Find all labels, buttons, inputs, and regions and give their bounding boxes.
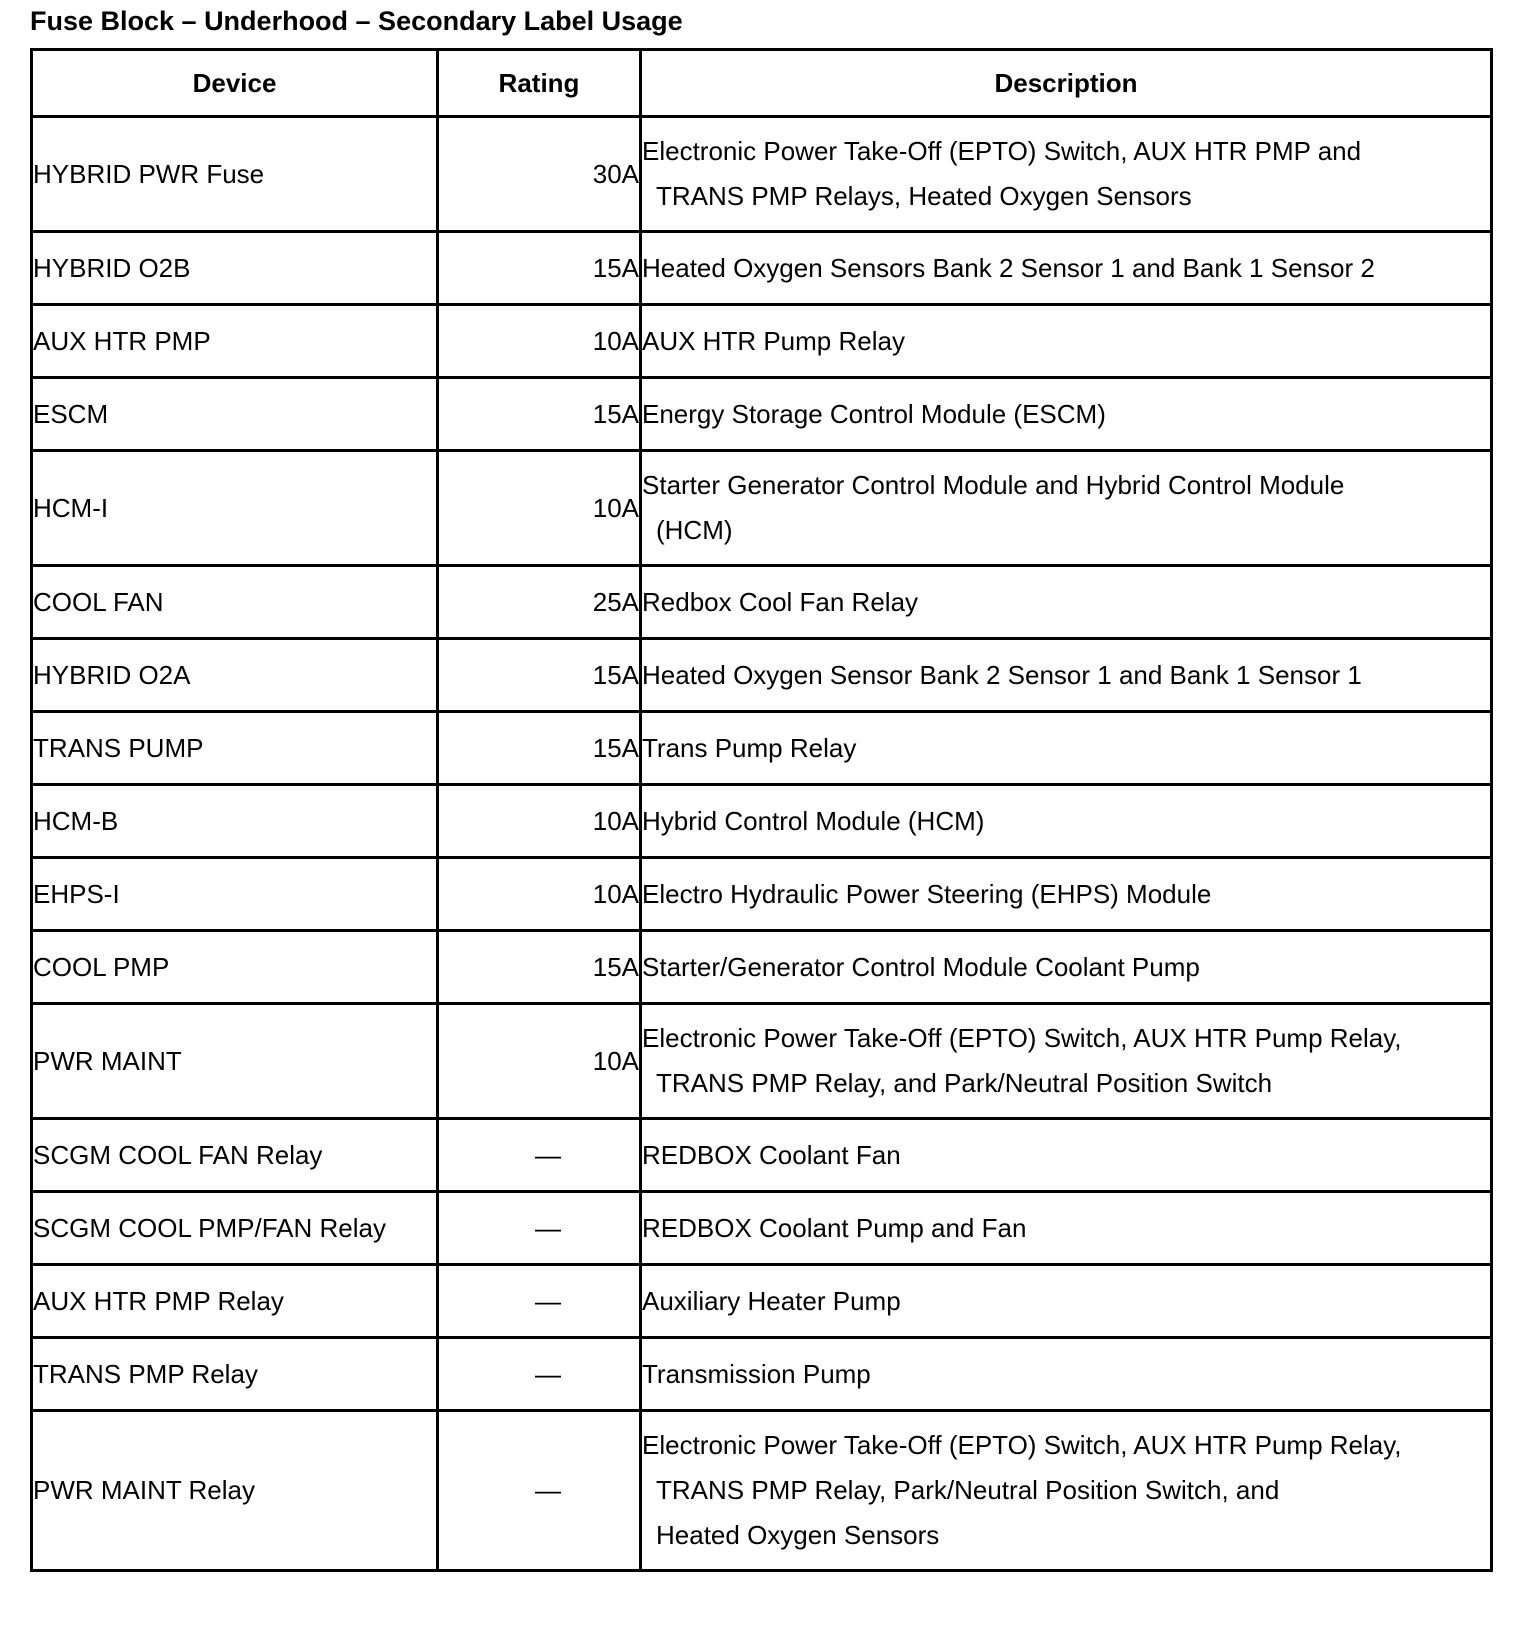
column-header-rating: Rating [438,50,641,117]
description-line: Auxiliary Heater Pump [642,1285,901,1316]
description-line: Heated Oxygen Sensors [656,1520,940,1550]
rating-cell: 10A [438,451,641,566]
description-line: TRANS PMP Relay, Park/Neutral Position Switch, and [656,1475,1280,1505]
table-row [32,305,1492,378]
rating-cell: 15A [438,378,641,451]
column-header-description: Description [641,50,1492,117]
description-cell [641,712,1492,785]
description-cell [641,1411,1492,1571]
table-body [32,117,1492,1571]
description-line: Electronic Power Take-Off (EPTO) Switch, AUX HTR Pump Relay, [642,1430,1402,1460]
table-row [32,1411,1492,1571]
device-cell: HYBRID O2A [32,639,438,712]
rating-cell: 15A [438,232,641,305]
rating-cell: 15A [438,712,641,785]
description-line: Starter/Generator Control Module Coolant Pump [642,951,1200,982]
table-row [32,117,1492,232]
description-cell [641,639,1492,712]
rating-cell: 10A [438,1004,641,1119]
description-line: Electronic Power Take-Off (EPTO) Switch, AUX HTR PMP and [642,136,1362,166]
device-cell: AUX HTR PMP Relay [32,1265,438,1338]
rating-cell: 30A [438,117,641,232]
description-cell [641,1338,1492,1411]
table-row [32,1119,1492,1192]
device-cell: COOL FAN [32,566,438,639]
device-cell: TRANS PMP Relay [32,1338,438,1411]
description-line: AUX HTR Pump Relay [642,325,905,356]
rating-cell: — [438,1265,641,1338]
description-cell [641,931,1492,1004]
table-row [32,858,1492,931]
description-line: Electronic Power Take-Off (EPTO) Switch, AUX HTR Pump Relay, [642,1023,1402,1053]
rating-cell: — [438,1338,641,1411]
table-row [32,785,1492,858]
device-cell: EHPS-I [32,858,438,931]
rating-cell: 10A [438,785,641,858]
column-header-device: Device [32,50,438,117]
device-cell: HYBRID O2B [32,232,438,305]
table-row [32,1004,1492,1119]
table-header-row [32,50,1492,117]
description-line: Electro Hydraulic Power Steering (EHPS) Module [642,878,1212,909]
device-cell: HCM-B [32,785,438,858]
table-row [32,566,1492,639]
description-cell [641,451,1492,566]
description-line: Transmission Pump [642,1358,871,1389]
device-cell: HCM-I [32,451,438,566]
description-cell [641,1192,1492,1265]
rating-cell: — [438,1411,641,1571]
description-cell [641,232,1492,305]
description-line: REDBOX Coolant Pump and Fan [642,1212,1027,1243]
table-row [32,712,1492,785]
description-cell [641,305,1492,378]
table-row [32,378,1492,451]
description-line: TRANS PMP Relays, Heated Oxygen Sensors [656,181,1192,211]
table-row [32,1265,1492,1338]
table-row [32,232,1492,305]
description-cell [641,566,1492,639]
fuse-usage-table [30,48,1493,1572]
description-cell [641,1004,1492,1119]
table-row [32,931,1492,1004]
rating-cell: 15A [438,931,641,1004]
device-cell: PWR MAINT [32,1004,438,1119]
description-line: TRANS PMP Relay, and Park/Neutral Position Switch [656,1068,1273,1098]
table-row [32,1338,1492,1411]
description-cell [641,858,1492,931]
description-cell [641,117,1492,232]
description-line: Heated Oxygen Sensor Bank 2 Sensor 1 and Bank 1 Sensor 1 [642,659,1362,690]
device-cell: ESCM [32,378,438,451]
document-title: Fuse Block – Underhood – Secondary Label Usage [30,6,683,36]
description-line: Trans Pump Relay [642,732,857,763]
device-cell: COOL PMP [32,931,438,1004]
device-cell: PWR MAINT Relay [32,1411,438,1571]
description-line: REDBOX Coolant Fan [642,1139,901,1170]
device-cell: SCGM COOL FAN Relay [32,1119,438,1192]
table-row [32,1192,1492,1265]
device-cell: TRANS PUMP [32,712,438,785]
rating-cell: 10A [438,305,641,378]
description-cell [641,1265,1492,1338]
device-cell: AUX HTR PMP [32,305,438,378]
rating-cell: 10A [438,858,641,931]
rating-cell: 15A [438,639,641,712]
description-line: Energy Storage Control Module (ESCM) [642,398,1106,429]
description-cell [641,1119,1492,1192]
rating-cell: 25A [438,566,641,639]
rating-cell: — [438,1119,641,1192]
device-cell: HYBRID PWR Fuse [32,117,438,232]
device-cell: SCGM COOL PMP/FAN Relay [32,1192,438,1265]
table-row [32,639,1492,712]
table-row [32,451,1492,566]
rating-cell: — [438,1192,641,1265]
description-line: Redbox Cool Fan Relay [642,586,919,617]
description-cell [641,378,1492,451]
description-line: Heated Oxygen Sensors Bank 2 Sensor 1 and Bank 1 Sensor 2 [642,252,1375,283]
description-line: Starter Generator Control Module and Hybrid Control Module [642,470,1345,500]
description-cell [641,785,1492,858]
description-line: Hybrid Control Module (HCM) [642,805,985,836]
description-line: (HCM) [656,515,733,545]
